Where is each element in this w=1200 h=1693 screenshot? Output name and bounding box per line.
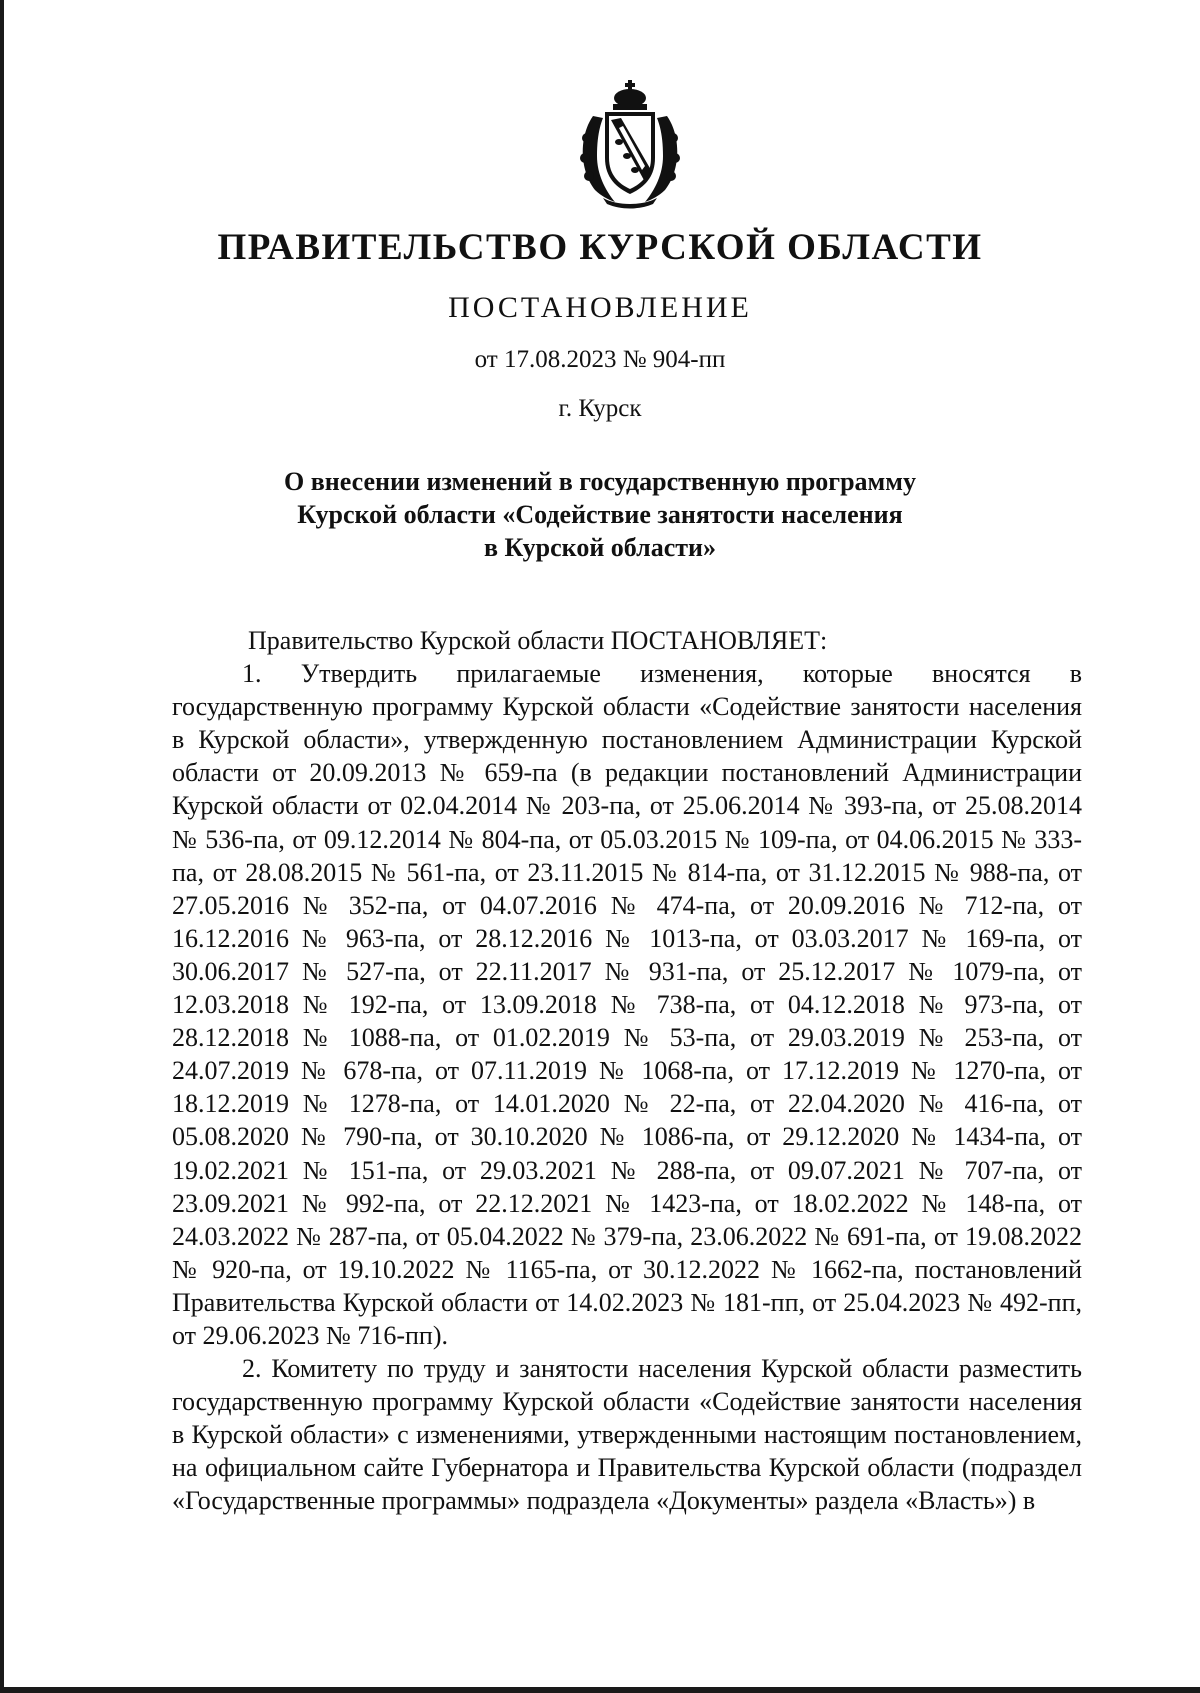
subject-line-2: Курской области «Содействие занятости населения <box>297 500 903 529</box>
document-date-number: от 17.08.2023 № 904-пп <box>474 346 726 373</box>
document-subject <box>240 465 960 564</box>
paragraph-2: 2. Комитету по труду и занятости населения Курской области разместить государственную программу Курской области «Содействие занятости населения в Курской области» с изменениями, утвержденными настоящим постановлением, на официальном сайте Губернатора и Правительства Курской области (подраздел «Государственные программы» подраздела «Документы» раздела «Власть») в <box>172 1354 1082 1516</box>
government-title: ПРАВИТЕЛЬСТВО КУРСКОЙ ОБЛАСТИ <box>217 227 983 268</box>
paragraph-1: 1. Утвердить прилагаемые изменения, которые вносятся в государственную программу Курской области «Содействие занятости населения в Курской области», утвержденную постановлением Администрации Курской области от 20.09.2013 № 659-па (в редакции постановлений Администрации Курской области от 02.04.2014 № 203-па, от 25.06.2014 № 393-па, от 25.08.2014 № 536-па, от 09.12.2014 № 804-па, от 05.03.2015 № 109-па, от 04.06.2015 № 333-па, от 28.08.2015 № 561-па, от 23.11.2015 № 814-па, от 31.12.2015 № 988-па, от 27.05.2016 № 352-па, от 04.07.2016 № 474-па, от 20.09.2016 № 712-па, от 16.12.2016 № 963-па, от 28.12.2016 № 1013-па, от 03.03.2017 № 169-па, от 30.06.2017 № 527-па, от 22.11.2017 № 931-па, от 25.12.2017 № 1079-па, от 12.03.2018 № 192-па, от 13.09.2018 № 738-па, от 04.12.2018 № 973-па, от 28.12.2018 № 1088-па, от 01.02.2019 № 53-па, от 29.03.2019 № 253-па, от 24.07.2019 № 678-па, от 07.11.2019 № 1068-па, от 17.12.2019 № 1270-па, от 18.12.2019 № 1278-па, от 14.01.2020 № 22-па, от 22.04.2020 № 416-па, от 05.08.2020 № 790-па, от 30.10.2020 № 1086-па, от 29.12.2020 № 1434-па, от 19.02.2021 № 151-па, от 29.03.2021 № 288-па, от 09.07.2021 № 707-па, от 23.09.2021 № 992-па, от 22.12.2021 № 1423-па, от 18.02.2022 № 148-па, от 24.03.2022 № 287-па, от 05.04.2022 № 379-па, 23.06.2022 № 691-па, от 19.08.2022 № 920-па, от 19.10.2022 № 1165-па, от 30.12.2022 № 1662-па, постановлений Правительства Курской области от 14.02.2023 № 181-пп, от 25.04.2023 № 492-пп, от 29.06.2023 № 716-пп). <box>172 659 1082 1350</box>
scan-edge-bottom <box>0 1687 1200 1693</box>
kursk-coat-of-arms-icon <box>575 78 695 210</box>
document-city: г. Курск <box>558 395 642 422</box>
subject-line-3: в Курской области» <box>483 533 717 562</box>
document-body <box>172 624 1082 1518</box>
subject-line-1: О внесении изменений в государственную программу <box>284 467 916 496</box>
document-type: ПОСТАНОВЛЕНИЕ <box>448 291 752 324</box>
preamble: Правительство Курской области ПОСТАНОВЛЯЕТ: <box>248 626 828 655</box>
